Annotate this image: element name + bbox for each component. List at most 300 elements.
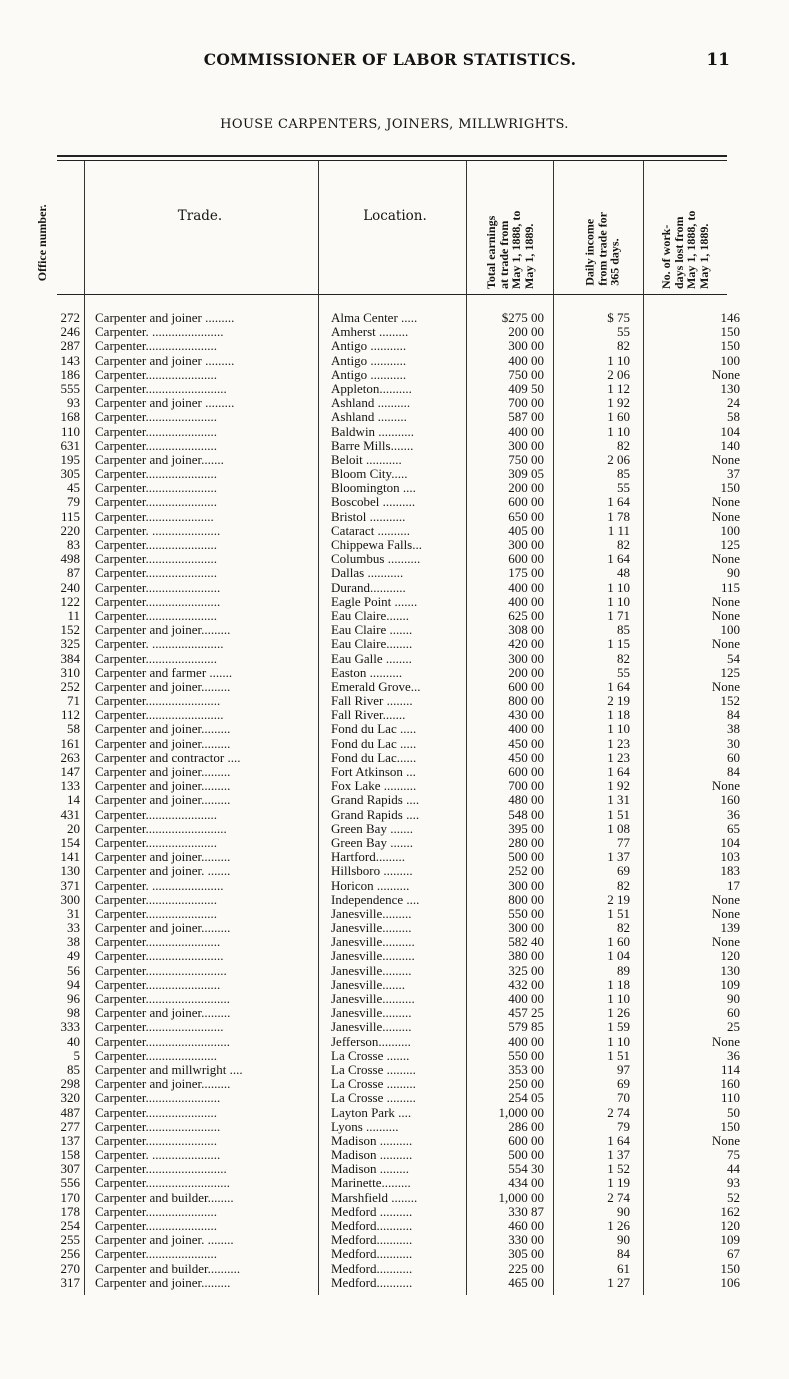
daily-income-cell: 2 19 [607, 694, 630, 709]
trade-cell: Carpenter and farmer ....... [95, 665, 233, 680]
days-lost-cell: 162 [720, 1204, 740, 1219]
daily-income-cell: 1 10 [607, 580, 630, 595]
table-row [0, 708, 789, 722]
daily-income-cell: 1 64 [607, 495, 630, 510]
header-bottom-rule [57, 294, 727, 295]
total-earnings-cell: 600 00 [508, 552, 544, 567]
table-row [0, 935, 789, 949]
daily-income-cell: 90 [617, 1233, 630, 1248]
total-earnings-cell: 330 00 [508, 1233, 544, 1248]
location-cell: Green Bay ....... [331, 821, 413, 836]
daily-income-cell: 82 [617, 538, 630, 552]
total-earnings-cell: 550 00 [508, 1048, 544, 1063]
table-row [0, 1063, 789, 1077]
daily-income-cell: 55 [617, 665, 630, 680]
location-cell: Fox Lake .......... [331, 779, 417, 794]
location-cell: Fond du Lac...... [331, 750, 417, 765]
daily-income-cell: 1 18 [607, 708, 630, 723]
daily-income-cell: 1 11 [607, 523, 630, 538]
trade-cell: Carpenter and builder.......... [95, 1261, 241, 1276]
trade-cell: Carpenter and joiner. ........ [95, 1233, 234, 1248]
location-cell: Bloomington .... [331, 481, 416, 496]
table-row [0, 808, 789, 822]
office-number-cell: 263 [60, 750, 80, 765]
total-earnings-cell: 300 00 [508, 921, 544, 936]
days-lost-cell: 120 [720, 1219, 740, 1233]
daily-income-cell: 1 19 [607, 1176, 630, 1191]
table-body [0, 311, 789, 1290]
daily-income-cell: 1 26 [607, 1219, 630, 1233]
location-cell: Medford........... [331, 1261, 413, 1276]
trade-cell: Carpenter.......................... [95, 992, 231, 1006]
table-row [0, 949, 789, 963]
location-cell: Janesville......... [331, 906, 412, 921]
table-row [0, 637, 789, 651]
location-cell: Cataract .......... [331, 523, 411, 538]
office-number-cell: 147 [60, 765, 80, 779]
office-number-cell: 58 [67, 722, 80, 737]
table-row [0, 694, 789, 708]
total-earnings-cell: 434 00 [508, 1176, 544, 1191]
office-number-cell: 631 [60, 438, 80, 453]
location-cell: Easton .......... [331, 665, 403, 680]
location-cell: Janesville......... [331, 963, 412, 978]
table-row [0, 1262, 789, 1276]
trade-cell: Carpenter and joiner......... [95, 921, 231, 936]
col-total-earnings: Total earnings at trade from May 1, 1888, to May 1, 1889. [484, 210, 536, 289]
trade-cell: Carpenter..................... [95, 509, 214, 524]
days-lost-cell: 139 [720, 921, 740, 936]
office-number-cell: 431 [60, 807, 80, 822]
table-row [0, 978, 789, 992]
location-cell: Eau Claire........ [331, 637, 413, 652]
table-row [0, 1020, 789, 1034]
total-earnings-cell: 300 00 [508, 339, 544, 354]
table-row [0, 822, 789, 836]
office-number-cell: 186 [60, 367, 80, 382]
daily-income-cell: 1 51 [607, 807, 630, 822]
total-earnings-cell: 432 00 [508, 977, 544, 992]
office-number-cell: 178 [60, 1204, 80, 1219]
days-lost-cell: None [711, 495, 740, 510]
daily-income-cell: 1 23 [607, 750, 630, 765]
daily-income-cell: 82 [617, 921, 630, 936]
table-row [0, 1120, 789, 1134]
office-number-cell: 161 [60, 736, 80, 751]
total-earnings-cell: 305 00 [508, 1247, 544, 1262]
daily-income-cell: 85 [617, 467, 630, 482]
location-cell: Eagle Point ....... [331, 594, 418, 609]
days-lost-cell: 100 [720, 353, 740, 368]
daily-income-cell: 89 [617, 963, 630, 978]
location-cell: Medford........... [331, 1247, 413, 1262]
location-cell: Janesville......... [331, 921, 412, 936]
total-earnings-cell: 700 00 [508, 779, 544, 794]
trade-cell: Carpenter...................... [95, 1219, 218, 1233]
table-row [0, 1006, 789, 1020]
daily-income-cell: 1 60 [607, 935, 630, 950]
total-earnings-cell: 400 00 [508, 594, 544, 609]
table-row [0, 453, 789, 467]
trade-cell: Carpenter...................... [95, 1247, 218, 1262]
office-number-cell: 14 [67, 793, 80, 808]
location-cell: Antigo ........... [331, 367, 407, 382]
daily-income-cell: 1 92 [607, 779, 630, 794]
office-number-cell: 371 [60, 878, 80, 893]
trade-cell: Carpenter.......................... [95, 1176, 231, 1191]
trade-cell: Carpenter...................... [95, 481, 218, 496]
office-number-cell: 110 [60, 424, 80, 439]
days-lost-cell: 109 [720, 977, 740, 992]
table-row [0, 595, 789, 609]
total-earnings-cell: 600 00 [508, 765, 544, 779]
daily-income-cell: 69 [617, 864, 630, 879]
trade-cell: Carpenter and joiner......... [95, 793, 231, 808]
office-number-cell: 256 [60, 1247, 80, 1262]
office-number-cell: 152 [60, 623, 80, 638]
days-lost-cell: 104 [720, 835, 740, 850]
location-cell: Eau Claire....... [331, 608, 409, 623]
days-lost-cell: 90 [727, 566, 740, 581]
table-title: HOUSE CARPENTERS, JOINERS, MILLWRIGHTS. [220, 117, 569, 132]
location-cell: Amherst ......... [331, 325, 409, 340]
days-lost-cell: None [711, 637, 740, 652]
daily-income-cell: 1 04 [607, 949, 630, 964]
table-row [0, 652, 789, 666]
days-lost-cell: None [711, 1133, 740, 1148]
table-row [0, 1049, 789, 1063]
table-row [0, 751, 789, 765]
trade-cell: Carpenter....................... [95, 694, 221, 709]
location-cell: Emerald Grove... [331, 679, 421, 694]
table-row [0, 354, 789, 368]
location-cell: La Crosse ....... [331, 1048, 410, 1063]
location-cell: Green Bay ....... [331, 835, 413, 850]
office-number-cell: 272 [60, 311, 80, 325]
total-earnings-cell: 400 00 [508, 424, 544, 439]
trade-cell: Carpenter and millwright .... [95, 1062, 243, 1077]
trade-cell: Carpenter. ...................... [95, 325, 224, 340]
daily-income-cell: 1 51 [607, 906, 630, 921]
days-lost-cell: 60 [727, 1006, 740, 1021]
running-title: COMMISSIONER OF LABOR STATISTICS. [203, 50, 577, 69]
table-row [0, 425, 789, 439]
total-earnings-cell: 200 00 [508, 325, 544, 340]
total-earnings-cell: 300 00 [508, 438, 544, 453]
trade-cell: Carpenter...................... [95, 552, 218, 567]
days-lost-cell: None [711, 367, 740, 382]
total-earnings-cell: 405 00 [508, 523, 544, 538]
office-number-cell: 154 [60, 835, 80, 850]
table-row [0, 779, 789, 793]
table-row [0, 382, 789, 396]
total-earnings-cell: 380 00 [508, 949, 544, 964]
table-row [0, 907, 789, 921]
office-number-cell: 130 [60, 864, 80, 879]
location-cell: Beloit ........... [331, 452, 402, 467]
location-cell: La Crosse ......... [331, 1062, 416, 1077]
trade-cell: Carpenter and joiner. ....... [95, 864, 231, 879]
location-cell: Boscobel .......... [331, 495, 416, 510]
trade-cell: Carpenter...................... [95, 438, 218, 453]
total-earnings-cell: 500 00 [508, 850, 544, 865]
days-lost-cell: 160 [720, 793, 740, 808]
total-earnings-cell: 252 00 [508, 864, 544, 879]
office-number-cell: 40 [67, 1034, 80, 1049]
days-lost-cell: 106 [720, 1275, 740, 1290]
trade-cell: Carpenter...................... [95, 1048, 218, 1063]
daily-income-cell: 2 74 [607, 1190, 630, 1205]
total-earnings-cell: 465 00 [508, 1275, 544, 1290]
daily-income-cell: 77 [617, 835, 630, 850]
daily-income-cell: 1 27 [607, 1275, 630, 1290]
days-lost-cell: None [711, 1034, 740, 1049]
daily-income-cell: 1 64 [607, 765, 630, 779]
daily-income-cell: 48 [617, 566, 630, 581]
location-cell: Medford .......... [331, 1204, 413, 1219]
table-row [0, 1134, 789, 1148]
total-earnings-cell: 250 00 [508, 1077, 544, 1092]
days-lost-cell: 65 [727, 821, 740, 836]
location-cell: Fall River ........ [331, 694, 413, 709]
daily-income-cell: 82 [617, 878, 630, 893]
table-row [0, 893, 789, 907]
total-earnings-cell: 280 00 [508, 835, 544, 850]
location-cell: Janesville.......... [331, 992, 415, 1006]
days-lost-cell: 38 [727, 722, 740, 737]
table-row [0, 524, 789, 538]
trade-cell: Carpenter...................... [95, 835, 218, 850]
days-lost-cell: 115 [720, 580, 740, 595]
office-number-cell: 83 [67, 538, 80, 552]
trade-cell: Carpenter and joiner......... [95, 1275, 231, 1290]
table-row [0, 581, 789, 595]
daily-income-cell: 1 08 [607, 821, 630, 836]
daily-income-cell: 1 10 [607, 353, 630, 368]
daily-income-cell: 1 10 [607, 722, 630, 737]
col-daily-income: Daily income from trade for 365 days. [582, 212, 622, 286]
location-cell: Eau Claire ....... [331, 623, 413, 638]
location-cell: Madison ......... [331, 1162, 409, 1177]
office-number-cell: 310 [60, 665, 80, 680]
days-lost-cell: 120 [720, 949, 740, 964]
total-earnings-cell: 395 00 [508, 821, 544, 836]
total-earnings-cell: 457 25 [508, 1006, 544, 1021]
daily-income-cell: 90 [617, 1204, 630, 1219]
office-number-cell: 143 [60, 353, 80, 368]
trade-cell: Carpenter...................... [95, 410, 218, 425]
trade-cell: Carpenter and joiner ......... [95, 311, 235, 325]
location-cell: Hartford......... [331, 850, 406, 865]
office-number-cell: 115 [60, 509, 80, 524]
total-earnings-cell: 420 00 [508, 637, 544, 652]
office-number-cell: 498 [60, 552, 80, 567]
table-row [0, 666, 789, 680]
location-cell: Baldwin ........... [331, 424, 415, 439]
location-cell: La Crosse ......... [331, 1091, 416, 1106]
days-lost-cell: 52 [727, 1190, 740, 1205]
days-lost-cell: 17 [727, 878, 740, 893]
daily-income-cell: 2 06 [607, 367, 630, 382]
location-cell: Barre Mills....... [331, 438, 414, 453]
trade-cell: Carpenter. ...................... [95, 878, 224, 893]
trade-cell: Carpenter....................... [95, 935, 221, 950]
office-number-cell: 168 [60, 410, 80, 425]
office-number-cell: 56 [67, 963, 80, 978]
daily-income-cell: 1 10 [607, 1034, 630, 1049]
location-cell: Grand Rapids .... [331, 807, 420, 822]
office-number-cell: 254 [60, 1219, 80, 1233]
location-cell: Columbus .......... [331, 552, 421, 567]
trade-cell: Carpenter. ..................... [95, 1148, 221, 1163]
days-lost-cell: 150 [720, 481, 740, 496]
location-cell: Lyons .......... [331, 1119, 399, 1134]
table-row [0, 1247, 789, 1261]
trade-cell: Carpenter....................... [95, 977, 221, 992]
total-earnings-cell: 450 00 [508, 736, 544, 751]
daily-income-cell: 1 18 [607, 977, 630, 992]
total-earnings-cell: 200 00 [508, 665, 544, 680]
total-earnings-cell: 625 00 [508, 608, 544, 623]
days-lost-cell: 75 [727, 1148, 740, 1163]
daily-income-cell: 1 37 [607, 1148, 630, 1163]
trade-cell: Carpenter....................... [95, 580, 221, 595]
total-earnings-cell: 400 00 [508, 722, 544, 737]
trade-cell: Carpenter and contractor .... [95, 750, 241, 765]
daily-income-cell: 1 26 [607, 1006, 630, 1021]
trade-cell: Carpenter........................ [95, 708, 224, 723]
table-row [0, 1162, 789, 1176]
office-number-cell: 93 [67, 396, 80, 411]
daily-income-cell: 1 23 [607, 736, 630, 751]
days-lost-cell: 130 [720, 963, 740, 978]
location-cell: Fond du Lac ..... [331, 722, 417, 737]
office-number-cell: 170 [60, 1190, 80, 1205]
daily-income-cell: 82 [617, 651, 630, 666]
table-row [0, 481, 789, 495]
days-lost-cell: None [711, 679, 740, 694]
table-row [0, 1276, 789, 1290]
office-number-cell: 555 [60, 381, 80, 396]
location-cell: Ashland ......... [331, 410, 407, 425]
total-earnings-cell: 330 87 [508, 1204, 544, 1219]
table-row [0, 609, 789, 623]
location-cell: Janesville.......... [331, 949, 415, 964]
daily-income-cell: 1 15 [607, 637, 630, 652]
table-row [0, 765, 789, 779]
table-row [0, 921, 789, 935]
table-row [0, 439, 789, 453]
days-lost-cell: 67 [727, 1247, 740, 1262]
daily-income-cell: 69 [617, 1077, 630, 1092]
daily-income-cell: $ 75 [607, 311, 630, 325]
days-lost-cell: 150 [720, 339, 740, 354]
days-lost-cell: None [711, 906, 740, 921]
location-cell: Antigo ........... [331, 339, 407, 354]
trade-cell: Carpenter........................ [95, 1020, 224, 1035]
days-lost-cell: 103 [720, 850, 740, 865]
total-earnings-cell: 700 00 [508, 396, 544, 411]
days-lost-cell: None [711, 779, 740, 794]
total-earnings-cell: 175 00 [508, 566, 544, 581]
office-number-cell: 298 [60, 1077, 80, 1092]
table-row [0, 325, 789, 339]
table-row [0, 552, 789, 566]
location-cell: Dallas ........... [331, 566, 404, 581]
office-number-cell: 317 [60, 1275, 80, 1290]
days-lost-cell: 104 [720, 424, 740, 439]
total-earnings-cell: 400 00 [508, 992, 544, 1006]
daily-income-cell: 1 10 [607, 594, 630, 609]
days-lost-cell: 150 [720, 1261, 740, 1276]
daily-income-cell: 1 37 [607, 850, 630, 865]
location-cell: Alma Center ..... [331, 311, 418, 325]
office-number-cell: 307 [60, 1162, 80, 1177]
office-number-cell: 85 [67, 1062, 80, 1077]
table-row [0, 1233, 789, 1247]
trade-cell: Carpenter...................... [95, 1204, 218, 1219]
trade-cell: Carpenter and joiner......... [95, 850, 231, 865]
location-cell: Antigo ........... [331, 353, 407, 368]
table-row [0, 793, 789, 807]
location-cell: Medford........... [331, 1219, 413, 1233]
trade-cell: Carpenter and joiner......... [95, 736, 231, 751]
office-number-cell: 87 [67, 566, 80, 581]
total-earnings-cell: $275 00 [501, 311, 544, 325]
trade-cell: Carpenter and joiner......... [95, 1006, 231, 1021]
trade-cell: Carpenter and joiner......... [95, 779, 231, 794]
trade-cell: Carpenter......................... [95, 821, 227, 836]
total-earnings-cell: 450 00 [508, 750, 544, 765]
total-earnings-cell: 650 00 [508, 509, 544, 524]
days-lost-cell: 125 [720, 665, 740, 680]
trade-cell: Carpenter....................... [95, 594, 221, 609]
daily-income-cell: 61 [617, 1261, 630, 1276]
trade-cell: Carpenter....................... [95, 1091, 221, 1106]
table-top-rule-thin [57, 160, 727, 161]
days-lost-cell: None [711, 892, 740, 907]
table-row [0, 368, 789, 382]
location-cell: Horicon .......... [331, 878, 410, 893]
location-cell: La Crosse ......... [331, 1077, 416, 1092]
days-lost-cell: 125 [720, 538, 740, 552]
location-cell: Janesville.......... [331, 935, 415, 950]
daily-income-cell: 2 74 [607, 1105, 630, 1120]
trade-cell: Carpenter....................... [95, 1119, 221, 1134]
office-number-cell: 158 [60, 1148, 80, 1163]
days-lost-cell: 150 [720, 1119, 740, 1134]
days-lost-cell: 90 [727, 992, 740, 1006]
total-earnings-cell: 600 00 [508, 1133, 544, 1148]
office-number-cell: 11 [67, 608, 80, 623]
daily-income-cell: 85 [617, 623, 630, 638]
days-lost-cell: 24 [727, 396, 740, 411]
total-earnings-cell: 325 00 [508, 963, 544, 978]
total-earnings-cell: 400 00 [508, 353, 544, 368]
table-row [0, 510, 789, 524]
trade-cell: Carpenter...................... [95, 339, 218, 354]
office-number-cell: 38 [67, 935, 80, 950]
office-number-cell: 246 [60, 325, 80, 340]
location-cell: Medford........... [331, 1275, 413, 1290]
trade-cell: Carpenter.......................... [95, 1034, 231, 1049]
table-row [0, 680, 789, 694]
days-lost-cell: None [711, 452, 740, 467]
total-earnings-cell: 1,000 00 [498, 1105, 544, 1120]
daily-income-cell: 1 10 [607, 992, 630, 1006]
office-number-cell: 5 [73, 1048, 80, 1063]
office-number-cell: 94 [67, 977, 80, 992]
